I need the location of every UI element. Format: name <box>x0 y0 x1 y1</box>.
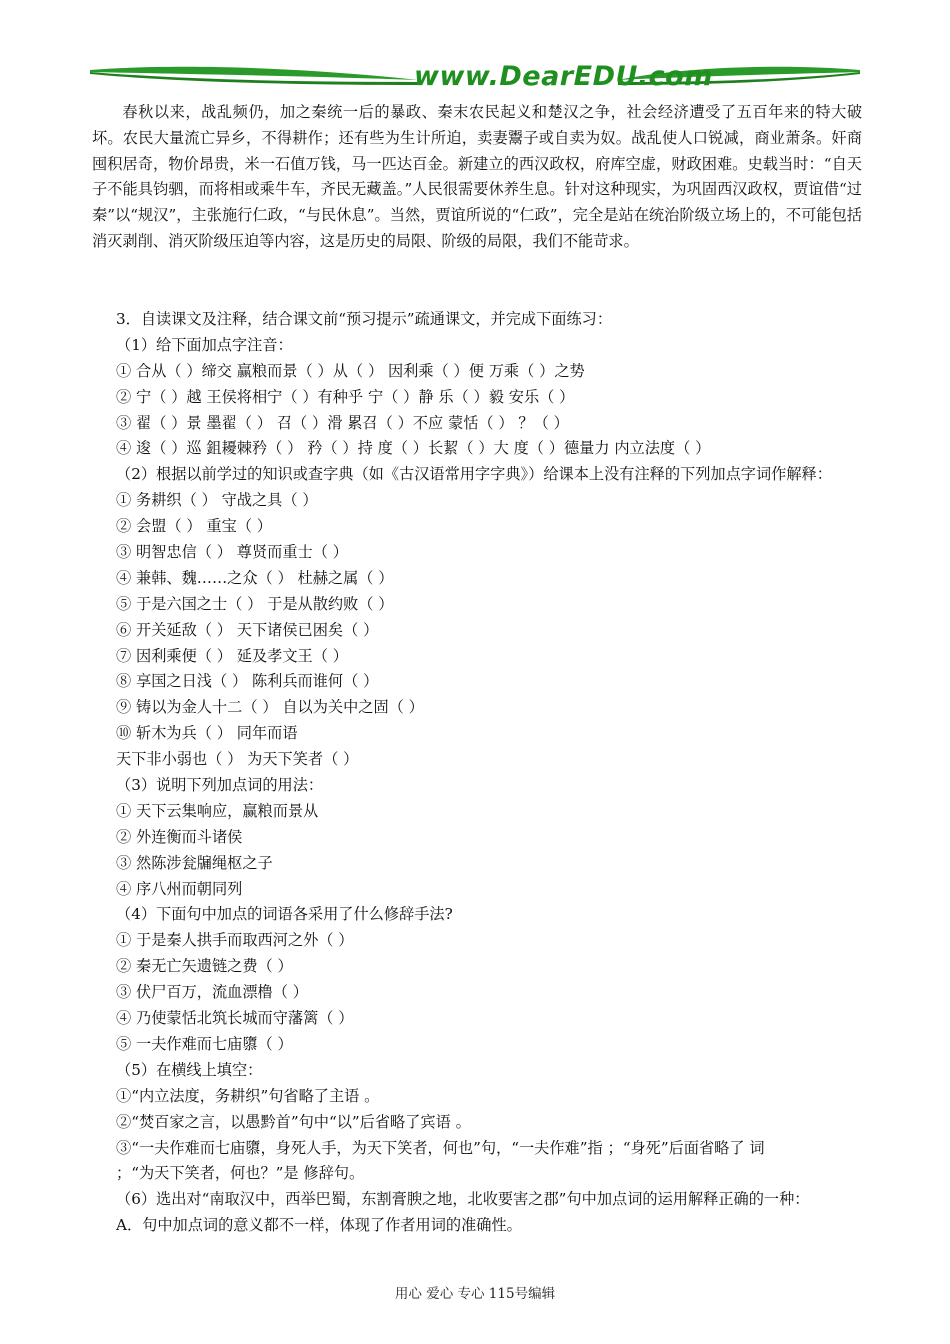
exercise-line: （3）说明下列加点词的用法： <box>116 776 324 795</box>
exercise-line: ① 合从（ ）缔交 赢粮而景（ ）从（ ） 因利乘（ ）便 万乘（ ）之势 <box>116 361 585 380</box>
exercise-line: ⑧ 享国之日浅（ ） 陈利兵而谁何（ ） <box>116 672 379 691</box>
exercise-line: ①“内立法度，务耕织”句省略了主语 。 <box>116 1086 380 1105</box>
exercise-line: ②“焚百家之言，以愚黔首”句中“以”后省略了宾语 。 <box>116 1112 471 1131</box>
intro-paragraph: 春秋以来，战乱频仍，加之秦统一后的暴政、秦末农民起义和楚汉之争，社会经济遭受了五百年来的特大破坏。农民大量流亡异乡，不得耕作；还有些为生计所迫，卖妻鬻子或自卖为奴。战乱使人口锐减，商业萧条。奸商囤积居奇，物价昂贵，米一石值万钱，马一匹达百金。新建立的西汉政权，府库空虚，财政困难。史载当时：“自天子不能具钧驷，而将相或乘牛车，齐民无藏盖。”人民很需要休养生息。针对这种现实，为巩固西汉政权，贾谊借“过秦”以“规汉”，主张施行仁政，“与民休息”。当然，贾谊所说的“仁政”，完全是站在统治阶级立场上的，不可能包括消灭剥削、消灭阶级压迫等内容，这是历史的局限、阶级的局限，我们不能苛求。 <box>92 103 862 250</box>
exercise-line: ② 会盟（ ） 重宝（ ） <box>116 517 272 536</box>
exercise-line: 天下非小弱也（ ） 为天下笑者（ ） <box>116 750 359 769</box>
exercise-line: ④ 兼韩、魏……之众（ ） 杜赫之属（ ） <box>116 568 394 587</box>
exercise-line: ④ 序八州而朝同列 <box>116 879 243 898</box>
exercise-line: ① 天下云集响应，赢粮而景从 <box>116 801 319 820</box>
exercise-line: ④ 乃使蒙恬北筑长城而守藩篱（ ） <box>116 1009 354 1028</box>
exercise-line: ③“一夫作难而七庙隳，身死人手，为天下笑者，何也”句，“一夫作难”指 ；“身死”后面省略了 词 <box>116 1138 765 1157</box>
exercise-line: ③ 翟（ ）景 墨翟（ ） 召（ ）滑 累召（ ）不应 蒙恬（ ） ？（ ） <box>116 413 569 432</box>
exercise-line: ② 外连衡而斗诸侯 <box>116 827 243 846</box>
site-logo-text: www.DearEDU.com <box>414 61 713 92</box>
exercise-line: ⑩ 斩木为兵（ ） 同年而语 <box>116 724 298 743</box>
exercise-line: ① 务耕织（ ） 守战之具（ ） <box>116 491 318 510</box>
exercise-line: ⑤ 一夫作难而七庙隳（ ） <box>116 1034 293 1053</box>
page-footer: 用心 爱心 专心 115号编辑 <box>394 1286 556 1302</box>
exercise-line: A．句中加点词的意义都不一样，体现了作者用词的准确性。 <box>116 1216 522 1235</box>
exercise-line: ③ 然陈涉瓮牖绳枢之子 <box>116 853 273 872</box>
exercise-line: ② 宁（ ）越 王侯将相宁（ ）有种乎 宁（ ）静 乐（ ）毅 安乐（ ） <box>116 387 575 406</box>
exercise-line: （5）在横线上填空： <box>116 1060 263 1079</box>
exercise-line: ③ 伏尸百万，流血漂橹（ ） <box>116 983 308 1002</box>
exercise-line: ⑤ 于是六国之士（ ） 于是从散约败（ ） <box>116 594 394 613</box>
exercise-line: ；“为天下笑者，何也？”是 修辞句。 <box>116 1164 365 1183</box>
exercise-line: （4）下面句中加点的词语各采用了什么修辞手法? <box>116 905 453 924</box>
exercise-line: （2）根据以前学过的知识或查字典（如《古汉语常用字字典》）给课本上没有注释的下列加点字词作解释： <box>116 465 832 484</box>
exercise-line: （1）给下面加点字注音： <box>116 335 293 354</box>
exercise-line: ⑥ 开关延敌（ ） 天下诸侯已困矣（ ） <box>116 620 379 639</box>
exercise-line: （6）选出对“南取汉中，西举巴蜀，东割膏腴之地，北收要害之郡”句中加点词的运用解释正确的一种： <box>116 1190 810 1209</box>
exercise-line: ③ 明智忠信（ ） 尊贤而重士（ ） <box>116 543 348 562</box>
exercise-line: ② 秦无亡矢遗链之费（ ） <box>116 957 293 976</box>
exercise-line: ④ 逡（ ）巡 鉏耰棘矜（ ） 矜（ ）持 度（ ）长絜（ ）大 度（ ）德量力 内立法度（ ） <box>116 439 711 458</box>
exercise-line: ⑨ 铸以为金人十二（ ） 自以为关中之固（ ） <box>116 698 424 717</box>
exercise-line: ① 于是秦人拱手而取西河之外（ ） <box>116 931 354 950</box>
header-banner <box>88 58 862 98</box>
exercise-line: ⑦ 因利乘便（ ） 延及孝文王（ ） <box>116 646 348 665</box>
exercise-line: 3．自读课文及注释，结合课文前“预习提示”疏通课文，并完成下面练习： <box>116 310 613 328</box>
exercise-section <box>116 307 876 1239</box>
